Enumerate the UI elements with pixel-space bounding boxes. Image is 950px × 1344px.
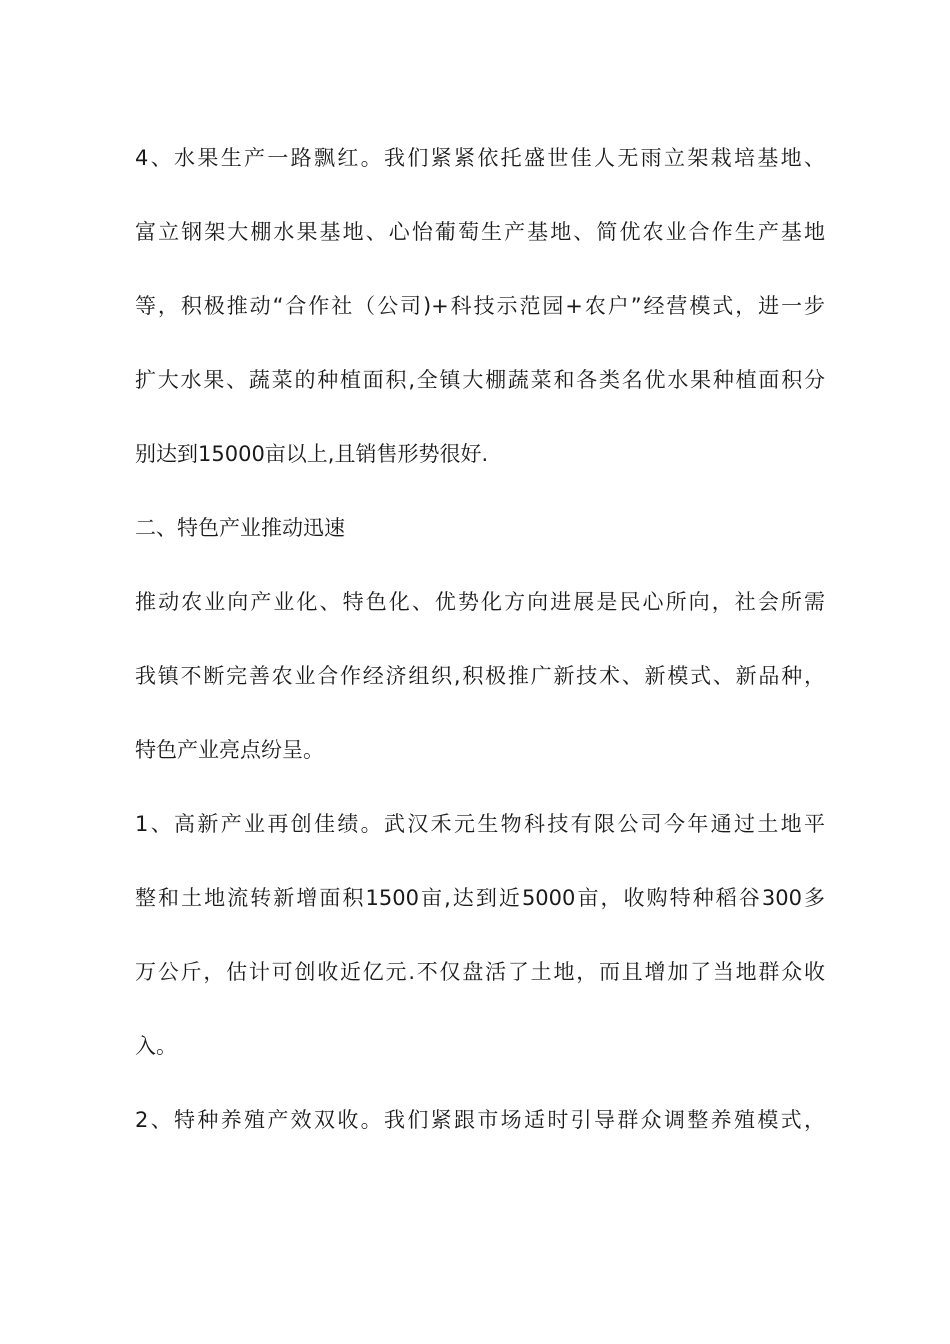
text-line: 二、特色产业推动迅速 [135, 516, 345, 540]
text-line: 1、高新产业再创佳绩。武汉禾元生物科技有限公司今年通过土地平 [135, 812, 825, 836]
text-line: 入。 [135, 1034, 177, 1058]
text-line: 富立钢架大棚水果基地、心怡葡萄生产基地、简优农业合作生产基地 [135, 220, 825, 244]
text-line: 别达到15000亩以上,且销售形势很好. [135, 442, 489, 466]
text-line: 4、水果生产一路飘红。我们紧紧依托盛世佳人无雨立架栽培基地、 [135, 146, 825, 170]
text-line: 推动农业向产业化、特色化、优势化方向进展是民心所向，社会所需 [135, 590, 825, 614]
text-line: 扩大水果、蔬菜的种植面积,全镇大棚蔬菜和各类名优水果种植面积分 [135, 368, 825, 392]
text-line: 2、特种养殖产效双收。我们紧跟市场适时引导群众调整养殖模式， [135, 1108, 825, 1132]
body-text [135, 143, 825, 1179]
text-line: 我镇不断完善农业合作经济组织,积极推广新技术、新模式、新品种， [135, 664, 825, 688]
text-line: 等，积极推动“合作社（公司)+科技示范园+农户”经营模式，进一步 [135, 294, 825, 318]
text-line: 特色产业亮点纷呈。 [135, 738, 324, 762]
text-line: 整和土地流转新增面积1500亩,达到近5000亩，收购特种稻谷300多 [135, 886, 825, 910]
text-line: 万公斤，估计可创收近亿元.不仅盘活了土地，而且增加了当地群众收 [135, 960, 825, 984]
